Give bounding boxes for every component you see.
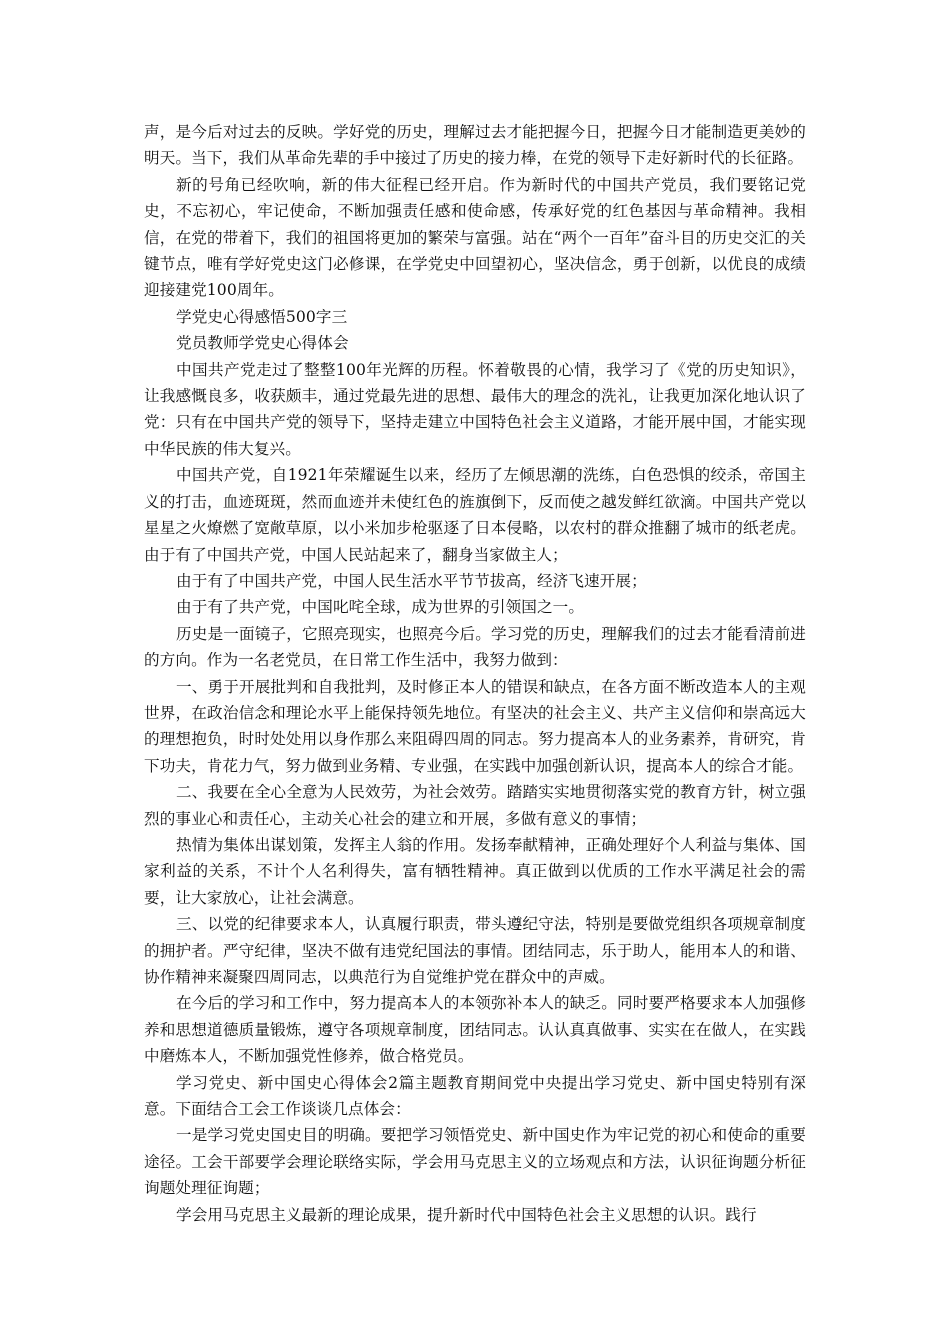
paragraph: 学习党史、新中国史心得体会2篇主题教育期间党中央提出学习党史、新中国史特别有深意。下面结合工会工作谈谈几点体会： [144,1073,806,1119]
section-subtitle: 党员教师学党史心得体会 [176,334,349,353]
paragraph: 一、勇于开展批判和自我批判，及时修正本人的错误和缺点，在各方面不断改造本人的主观世界，在政治信念和理论水平上能保持领先地位。有坚决的社会主义、共产主义信仰和崇高远大的理想抱负，时时处处用以身作那么来阻碍四周的同志。努力提高本人的业务素养，肯研究，肯下功夫，肯花力气，努力做到业务精、专业强，在实践中加强创新认识，提高本人的综合才能。 [144,677,806,775]
paragraph: 一是学习党史国史目的明确。要把学习领悟党史、新中国史作为牢记党的初心和使命的重要途径。工会干部要学会理论联络实际，学会用马克思主义的立场观点和方法，认识征询题分析征询题处理征询题； [144,1126,806,1198]
document-page [144,119,806,1228]
paragraph: 三、以党的纪律要求本人，认真履行职责，带头遵纪守法，特别是要做党组织各项规章制度的拥护者。严守纪律，坚决不做有违党纪国法的事情。团结同志，乐于助人，能用本人的和谐、协作精神来凝聚四周同志，以典范行为自觉维护党在群众中的声威。 [144,915,806,986]
section-title: 学党史心得感悟500字三 [176,307,348,326]
paragraph: 新的号角已经吹响，新的伟大征程已经开启。作为新时代的中国共产党员，我们要铭记党史，不忘初心，牢记使命，不断加强责任感和使命感，传承好党的红色基因与革命精神。我相信，在党的带着下，我们的祖国将更加的繁荣与富强。站在“两个一百年”奋斗目的历史交汇的关键节点，唯有学好党史这门必修课，在学党史中回望初心，坚决信念，勇于创新，以优良的成绩迎接建党100周年。 [144,175,806,300]
paragraph: 由于有了中国共产党，中国人民生活水平节节拔高，经济飞速开展； [176,571,647,590]
paragraph: 学会用马克思主义最新的理论成果，提升新时代中国特色社会主义思想的认识。践行 [176,1205,757,1224]
paragraph: 二、我要在全心全意为人民效劳，为社会效劳。踏踏实实地贯彻落实党的教育方针，树立强烈的事业心和责任心，主动关心社会的建立和开展，多做有意义的事情； [144,783,806,828]
paragraph: 由于有了共产党，中国叱咤全球，成为世界的引领国之一。 [176,598,585,617]
paragraph: 历史是一面镜子，它照亮现实，也照亮今后。学习党的历史，理解我们的过去才能看清前进的方向。作为一名老党员，在日常工作生活中，我努力做到： [144,624,806,670]
paragraph: 中国共产党，自1921年荣耀诞生以来，经历了左倾思潮的洗练，白色恐惧的绞杀，帝国主义的打击，血迹斑斑，然而血迹并未使红色的旌旗倒下，反而使之越发鲜红欲滴。中国共产党以星星之火燎燃了宽敞草原，以小米加步枪驱逐了日本侵略，以农村的群众推翻了城市的纸老虎。由于有了中国共产党，中国人民站起来了，翻身当家做主人； [144,466,806,564]
paragraph: 热情为集体出谋划策，发挥主人翁的作用。发扬奉献精神，正确处理好个人利益与集体、国家利益的关系，不计个人名利得失，富有牺牲精神。真正做到以优质的工作水平满足社会的需要，让大家放心，让社会满意。 [144,835,806,907]
paragraph: 在今后的学习和工作中，努力提高本人的本领弥补本人的缺乏。同时要严格要求本人加强修养和思想道德质量锻炼，遵守各项规章制度，团结同志。认认真真做事、实实在在做人，在实践中磨炼本人，不断加强党性修养，做合格党员。 [144,994,806,1066]
paragraph: 声，是今后对过去的反映。学好党的历史，理解过去才能把握今日，把握今日才能制造更美妙的明天。当下，我们从革命先辈的手中接过了历史的接力棒，在党的领导下走好新时代的长征路。 [144,123,806,168]
paragraph: 中国共产党走过了整整100年光辉的历程。怀着敬畏的心情，我学习了《党的历史知识》，让我感慨良多，收获颇丰，通过党最先进的思想、最伟大的理念的洗礼，让我更加深化地认识了党：只有在中国共产党的领导下，坚持走建立中国特色社会主义道路，才能开展中国，才能实现中华民族的伟大复兴。 [144,360,806,458]
